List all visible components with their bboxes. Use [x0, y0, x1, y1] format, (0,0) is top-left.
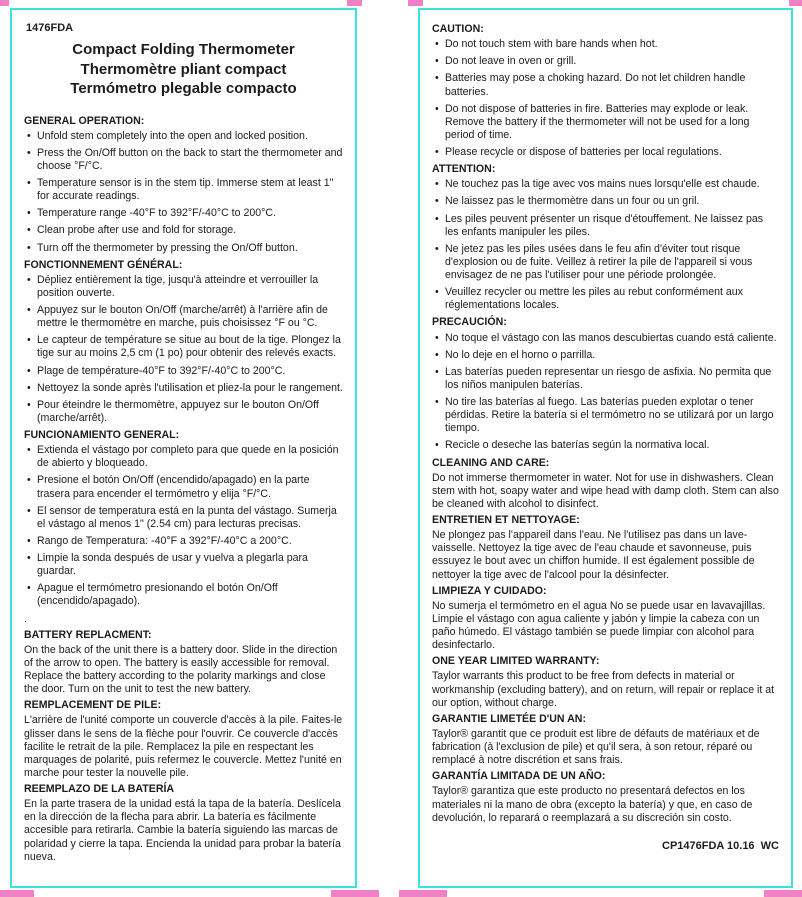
section-paragraph: Taylor warrants this product to be free from defects in material or workmanship (excluding battery), and on return, will repair or replace it at our option, without charge. [432, 670, 775, 709]
panel-left-content [12, 10, 355, 875]
footer-part-code: CP1476FDA 10.16 WC [662, 840, 779, 852]
section-heading: PRECAUCIÓN: [432, 316, 507, 329]
bullet-item: • Please recycle or dispose of batteries per local regulations. [445, 146, 779, 159]
bullet-item: • No toque el vástago con las manos descubiertas cuando está caliente. [445, 332, 779, 345]
bullet-item: • Plage de température-40°F to 392°F/-40°C to 200°C. [37, 365, 343, 378]
section-entretien-et-nettoyage [432, 514, 779, 582]
bullet-item: • Dépliez entièrement la tige, jusqu'à atteindre et verrouiller la position ouverte. [37, 274, 343, 300]
section-paragraph: Do not immerse thermometer in water. Not for use in dishwashers. Clean stem with hot, soapy water and wipe head with damp cloth. Stem can also be cleaned with alcohol to disinfect. [432, 471, 779, 510]
bullet-item: • Do not touch stem with bare hands when hot. [445, 38, 779, 51]
model-number: 1476FDA [26, 22, 74, 34]
bullet-item: • Appuyez sur le bouton On/Off (marche/arrêt) à l'arrière afin de mettre le thermomètre en marche, puis choisissez °F ou °C. [37, 304, 343, 330]
section-heading: GENERAL OPERATION: [24, 114, 145, 127]
bullet-item: • Ne touchez pas la tige avec vos mains nues lorsqu'elle est chaude. [445, 178, 779, 191]
section-paragraph: . [24, 612, 27, 625]
bullet-item: • Extienda el vástago por completo para que quede en la posición de abierto y bloqueado. [37, 444, 343, 470]
section-reemplazo-de-la-bateria [24, 783, 343, 864]
panel-left [10, 8, 357, 888]
section-attention [432, 163, 779, 312]
product-title-fr: Thermomètre pliant compact [80, 60, 287, 78]
section-heading: FONCTIONNEMENT GÉNÉRAL: [24, 258, 183, 271]
section-heading: REEMPLAZO DE LA BATERÍA [24, 783, 175, 795]
section-precaucion [432, 316, 779, 452]
bullet-item: • Le capteur de température se situe au bout de la tige. Plongez la tige sur au moins 2,5 cm (1 po) pour obtenir des relevés exacts. [37, 334, 343, 360]
crop-mark [764, 890, 802, 897]
bullet-item: • Veuillez recycler ou mettre les piles au rebut conformément aux réglementations locales. [445, 286, 779, 312]
panel-right [418, 8, 793, 888]
bullet-list [24, 444, 343, 608]
section-paragraph: No sumerja el termómetro en el agua No se puede usar en lavavajillas. Limpie el vástago con agua caliente y jabón y limpie la cabeza con un paño húmedo. El vástago también se puede limpiar con alcohol para desinfectarlo. [432, 599, 766, 652]
section-heading: LIMPIEZA Y CUIDADO: [432, 584, 547, 597]
section-paragraph: Taylor® garantiza que este producto no presentará defectos en los materiales ni la mano de obra (excepto la batería) y que, en caso de devolución, lo reparará o reemplazará a su discreción sin costo. [432, 785, 753, 824]
section-remplacement-de-pile [24, 699, 343, 780]
crop-mark [331, 890, 379, 897]
bullet-list [24, 130, 343, 255]
section-funcionamiento-general [24, 429, 343, 626]
bullet-item: • Turn off the thermometer by pressing the On/Off button. [37, 242, 343, 255]
product-title-es: Termómetro plegable compacto [70, 80, 297, 97]
bullet-item: • Apague el termómetro presionando el botón On/Off (encendido/apagado). [37, 582, 343, 608]
section-heading: ATTENTION: [432, 163, 496, 176]
section-heading: ENTRETIEN ET NETTOYAGE: [432, 514, 580, 526]
section-garantia-limitada-de-un-ano [432, 770, 779, 825]
bullet-item: • Recicle o deseche las baterías según la normativa local. [445, 439, 779, 452]
section-general-operation [24, 115, 343, 255]
section-heading: BATTERY REPLACMENT: [24, 628, 152, 641]
section-paragraph: On the back of the unit there is a battery door. Slide in the direction of the arrow to open. The battery is easily accessible for removal. Replace the battery according to the polarity markings and close the door. Turn on the unit to test the new battery. [24, 643, 338, 696]
left-sections [24, 115, 343, 864]
bullet-item: • No tire las baterías al fuego. Las baterías pueden explotar o tener pérdidas. Retire la batería si el termómetro no se utilizará por un largo tiempo. [445, 396, 779, 435]
section-paragraph: Taylor® garantit que ce produit est libre de défauts de matériaux et de fabrication (à l'exclusion de pile) et qu'il sera, à son retour, réparé ou remplacé à notre discrétion et sans frais. [432, 727, 760, 767]
crop-mark [399, 890, 447, 897]
right-sections [432, 23, 779, 825]
bullet-list [24, 274, 343, 425]
section-heading: CLEANING AND CARE: [432, 456, 550, 469]
bullet-item: • Rango de Temperatura: -40°F a 392°F/-40°C a 200°C. [37, 535, 343, 548]
section-caution [432, 23, 779, 159]
section-cleaning-and-care [432, 457, 779, 512]
section-paragraph: Ne plongez pas l'appareil dans l'eau. Ne l'utilisez pas dans un lave-vaisselle. Nettoyez la tige avec de l'eau chaude et savonneuse, puis essuyez le bout avec un chiffon humide. Il est également possible de nettoyer la tige avec de l'alcool pour la désinfecter. [432, 529, 755, 581]
bullet-item: • Batteries may pose a choking hazard. Do not let children handle batteries. [445, 72, 779, 98]
section-one-year-limited-warranty [432, 655, 779, 710]
section-paragraph: En la parte trasera de la unidad está la tapa de la batería. Deslícela en la dirección de la flecha para abrir. La batería es fácilmente accesible para retirarla. Cambie la batería siguiendo las marcas de polaridad y cierre la tapa. Encienda la unidad para probar la batería nueva. [24, 798, 341, 863]
bullet-item: • No lo deje en el horno o parrilla. [445, 349, 779, 362]
section-limpieza-y-cuidado [432, 585, 779, 653]
panel-right-content [420, 10, 791, 836]
section-garantie-limitee-dun-an [432, 713, 779, 768]
bullet-item: • Temperature sensor is in the stem tip. Immerse stem at least 1" for accurate readings. [37, 177, 343, 203]
bullet-item: • Limpie la sonda después de usar y vuelva a plegarla para guardar. [37, 552, 343, 578]
bullet-list [432, 332, 779, 453]
section-heading: GARANTÍA LIMITADA DE UN AÑO: [432, 770, 606, 783]
crop-mark [408, 0, 423, 6]
section-heading: ONE YEAR LIMITED WARRANTY: [432, 655, 600, 668]
bullet-item: • Ne laissez pas le thermomètre dans un four ou un gril. [445, 195, 779, 208]
bullet-item: • Temperature range -40°F to 392°F/-40°C to 200°C. [37, 207, 343, 220]
product-title-en: Compact Folding Thermometer [72, 41, 295, 58]
bullet-list [432, 178, 779, 312]
bullet-item: • Clean probe after use and fold for storage. [37, 224, 343, 237]
bullet-item: • El sensor de temperatura está en la punta del vástago. Sumerja el vástago al menos 1" (2.54 cm) para lecturas precisas. [37, 505, 343, 531]
section-paragraph: L'arrière de l'unité comporte un couvercle d'accès à la pile. Faites-le glisser dans le sens de la flèche pour l'ouvrir. Ce couvercle d'accès facilite le retrait de la pile. Remplacez la pile en respectant les marquages de polarité, puis refermez le couvercle. Mettez l'unité en marche pour tester la nouvelle pile. [24, 714, 343, 779]
crop-mark [789, 0, 802, 6]
crop-mark [0, 890, 34, 897]
bullet-item: • Do not dispose of batteries in fire. Batteries may explode or leak. Remove the battery if the thermometer will not be used for a long period of time. [445, 103, 779, 142]
bullet-list [432, 38, 779, 159]
section-heading: CAUTION: [432, 23, 484, 35]
bullet-item: • Press the On/Off button on the back to start the thermometer and choose °F/°C. [37, 147, 343, 173]
section-heading: REMPLACEMENT DE PILE: [24, 699, 162, 712]
section-fonctionnement-general [24, 259, 343, 425]
bullet-item: • Nettoyez la sonde après l'utilisation et pliez-la pour le rangement. [37, 382, 343, 395]
bullet-item: • Las baterías pueden representar un riesgo de asfixia. No permita que los niños manipulen baterías. [445, 366, 779, 392]
product-title [24, 40, 343, 99]
section-battery-replacement [24, 629, 343, 697]
section-heading: GARANTIE LIMETÉE D'UN AN: [432, 712, 586, 725]
crop-mark [347, 0, 362, 6]
section-heading: FUNCIONAMIENTO GENERAL: [24, 429, 180, 441]
bullet-item: • Do not leave in oven or grill. [445, 55, 779, 68]
crop-mark [0, 0, 9, 6]
bullet-item: • Ne jetez pas les piles usées dans le feu afin d'éviter tout risque d'explosion ou de fuite. Veillez à retirer la pile de l'appareil si vous envisagez de ne pas l'utiliser pour une période prolongée. [445, 243, 779, 282]
bullet-item: • Les piles peuvent présenter un risque d'étouffement. Ne laissez pas les enfants manipuler les piles. [445, 213, 779, 239]
bullet-item: • Unfold stem completely into the open and locked position. [37, 130, 343, 143]
bullet-item: • Presione el botón On/Off (encendido/apagado) en la parte trasera para encender el termómetro y elija °F/°C. [37, 474, 343, 500]
bullet-item: • Pour éteindre le thermomètre, appuyez sur le bouton On/Off (marche/arrêt). [37, 399, 343, 425]
